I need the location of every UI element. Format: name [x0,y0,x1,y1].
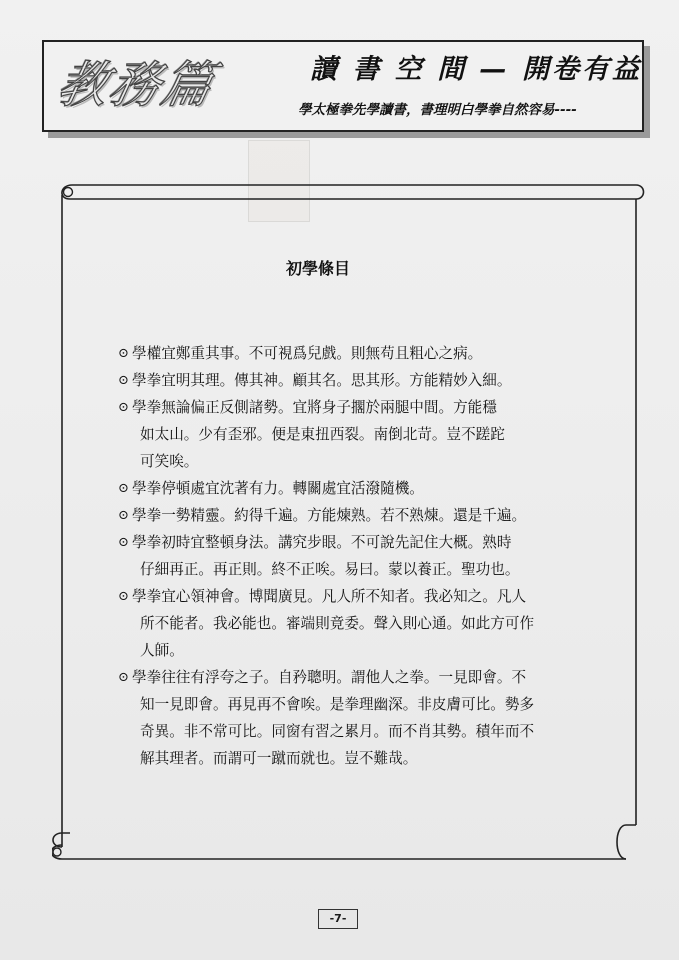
page-number: -7- [318,909,358,929]
bullet-icon: ⊙ [118,373,129,388]
item-line: 所不能者。我必能也。審端則竟委。聲入則心通。如此方可作 [140,615,535,632]
item-line: 學權宜鄭重其事。不可視爲兒戲。則無苟且粗心之病。 [132,345,483,362]
item-line: 學拳停頓處宜沈著有力。轉關處宜活潑隨機。 [132,480,424,497]
bullet-icon: ⊙ [118,400,129,415]
list-item [118,529,588,583]
header-box [42,40,644,132]
bullet-icon: ⊙ [118,481,129,496]
list-item [118,394,588,475]
item-line: 學拳無論偏正反側諸勢。宜將身子擱於兩腿中間。方能穩 [132,399,497,416]
item-line: 解其理者。而謂可一蹴而就也。豈不難哉。 [140,750,418,767]
header-logo: 教務篇 [51,56,221,114]
item-line: 可笑唉。 [140,453,199,470]
bullet-icon: ⊙ [118,346,129,361]
item-line: 學拳一勢精靈。約得千遍。方能煉熟。若不熟煉。還是千遍。 [132,507,527,524]
list-item [118,502,588,529]
item-line: 仔細再正。再正則。終不正唉。易曰。蒙以養正。聖功也。 [140,561,520,578]
list-item [118,367,588,394]
bullet-icon: ⊙ [118,508,129,523]
item-line: 奇異。非不常可比。同窗有習之累月。而不肖其勢。積年而不 [140,723,535,740]
item-line: 如太山。少有歪邪。便是東扭西裂。南倒北苛。豈不蹉跎 [140,426,505,443]
item-line: 學拳初時宜整頓身法。講究步眼。不可說先記住大概。熟時 [132,534,512,551]
item-line: 學拳往往有浮夸之子。自矜聰明。謂他人之拳。一見即會。不 [132,669,527,686]
header-subtitle: 學太極拳先學讀書，書理明白學拳自然容易---- [298,102,577,118]
list-item [118,583,588,664]
item-list [118,340,588,772]
header-title: 讀 書 空 間 — 開卷有益 [310,54,642,85]
bullet-icon: ⊙ [118,535,129,550]
list-item [118,340,588,367]
item-line: 學拳宜心領神會。博聞廣見。凡人所不知者。我必知之。凡人 [132,588,527,605]
list-item [118,475,588,502]
section-title: 初學條目 [286,259,351,278]
item-line: 學拳宜明其理。傳其神。顧其名。思其形。方能精妙入細。 [132,372,512,389]
list-item [118,664,588,772]
item-line: 人師。 [140,642,184,659]
item-line: 知一見即會。再見再不會唉。是拳理幽深。非皮膚可比。勢多 [140,696,535,713]
bullet-icon: ⊙ [118,670,129,685]
bullet-icon: ⊙ [118,589,129,604]
